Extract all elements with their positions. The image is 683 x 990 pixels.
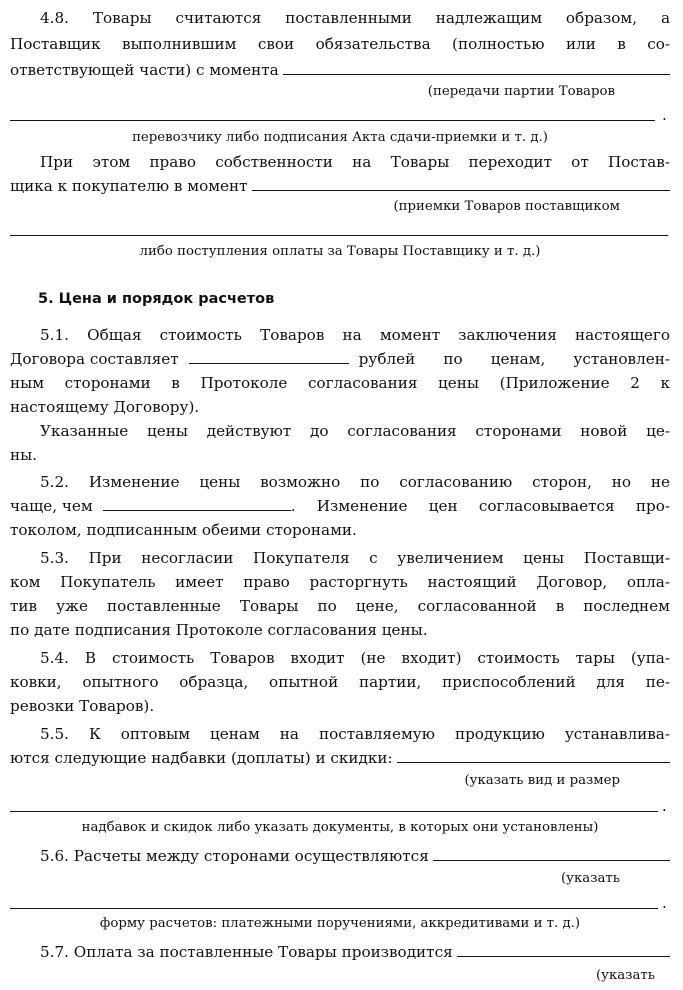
- contract-amount-label: Договора составляет: [10, 350, 179, 368]
- clause-5-3-line-3: тив уже поставленные Товары по цене, согласованной в последнем: [10, 597, 670, 615]
- payment-text: 5.7. Оплата за поставленные Товары производится: [40, 943, 453, 961]
- clause-5-2-line-3: токолом, подписанным обеими сторонами.: [10, 521, 357, 539]
- clause-5-4-line-2: ковки, опытного образца, опытной партии, приспособлений для пе-: [10, 673, 670, 691]
- clause-5-6-line-1: [10, 846, 670, 866]
- price-change-frequency-blank[interactable]: [103, 496, 291, 511]
- hint-transfer: (передачи партии Товаров: [427, 84, 615, 99]
- clause-4-8-line-3: [10, 60, 670, 80]
- ownership-line-2: [10, 176, 670, 196]
- settlements-text: 5.6. Расчеты между сторонами осуществляются: [40, 847, 429, 865]
- clause-5-3-line-2: ком Покупатель имеет право расторгнуть настоящий Договор, опла-: [10, 573, 670, 591]
- surcharges-text: ются следующие надбавки (доплаты) и скидки:: [10, 749, 393, 767]
- hint-carrier: перевозчику либо подписания Акта сдачи-приемки и т. д.): [132, 130, 548, 145]
- clause-5-1-line-2: [10, 349, 670, 369]
- protocol-text: . Изменение цен согласовывается про-: [290, 497, 670, 515]
- clause-5-4-line-1: 5.4. В стоимость Товаров входит (не входит) стоимость тары (упа-: [40, 649, 670, 667]
- price-text: рублей по ценам, установлен-: [358, 350, 670, 368]
- clause-5-1-line-5: Указанные цены действуют до согласования сторонами новой це-: [40, 422, 670, 440]
- clause-5-4-line-3: ревозки Товаров).: [10, 697, 155, 715]
- clause-5-1-line-1: 5.1. Общая стоимость Товаров на момент заключения настоящего: [40, 326, 670, 344]
- hint-specify-1: (указать: [560, 871, 620, 886]
- clause-5-3-line-1: 5.3. При несогласии Покупателя с увеличением цены Поставщи-: [40, 549, 670, 567]
- end-dot: .: [662, 797, 667, 815]
- ownership-moment-blank[interactable]: [252, 176, 670, 191]
- continuation-blank-4[interactable]: [10, 908, 658, 909]
- payment-blank[interactable]: [457, 942, 670, 957]
- surcharges-blank[interactable]: [397, 748, 670, 763]
- hint-specify-2: (указать: [595, 968, 655, 983]
- continuation-blank-1[interactable]: [10, 120, 655, 121]
- end-dot: .: [662, 106, 667, 124]
- clause-5-5-line-2: [10, 748, 670, 768]
- ownership-line-1: При этом право собственности на Товары переходит от Постав-: [40, 153, 670, 171]
- clause-5-1-line-6: ны.: [10, 446, 38, 464]
- hint-documents: надбавок и скидок либо указать документы, в которых они установлены): [81, 820, 599, 835]
- settlements-blank[interactable]: [433, 846, 670, 861]
- hint-surcharges: (указать вид и размер: [464, 773, 620, 788]
- clause-4-8-line-2: Поставщик выполнившим свои обязательства (полностью или в со-: [10, 35, 670, 53]
- ownership-text: щика к покупателю в момент: [10, 177, 248, 195]
- clause-5-3-line-4: по дате подписания Протоколе согласования цены.: [10, 621, 428, 639]
- section-heading: 5. Цена и порядок расчетов: [38, 291, 275, 307]
- hint-payment: либо поступления оплаты за Товары Поставщику и т. д.): [139, 244, 541, 259]
- hint-acceptance: (приемки Товаров поставщиком: [393, 199, 620, 214]
- hint-payment-forms: форму расчетов: платежными поручениями, аккредитивами и т. д.): [99, 916, 581, 931]
- continuation-blank-2[interactable]: [10, 235, 668, 236]
- clause-4-8-text: ответствующей части) с момента: [10, 61, 279, 79]
- total-price-blank[interactable]: [189, 349, 349, 364]
- moment-blank-field[interactable]: [283, 60, 670, 75]
- end-dot: .: [662, 894, 667, 912]
- continuation-blank-3[interactable]: [10, 811, 658, 812]
- clause-5-1-line-4: настоящему Договору).: [10, 398, 200, 416]
- clause-5-7-line-1: [10, 942, 670, 962]
- clause-5-2-line-2: [10, 496, 670, 516]
- clause-4-8-line-1: 4.8. Товары считаются поставленными надлежащим образом, а: [40, 9, 670, 27]
- clause-5-5-line-1: 5.5. К оптовым ценам на поставляемую продукцию устанавлива-: [40, 725, 670, 743]
- frequency-label: чаще, чем: [10, 497, 93, 515]
- clause-5-1-line-3: ным сторонами в Протоколе согласования цены (Приложение 2 к: [10, 374, 670, 392]
- clause-5-2-line-1: 5.2. Изменение цены возможно по согласованию сторон, но не: [40, 473, 670, 491]
